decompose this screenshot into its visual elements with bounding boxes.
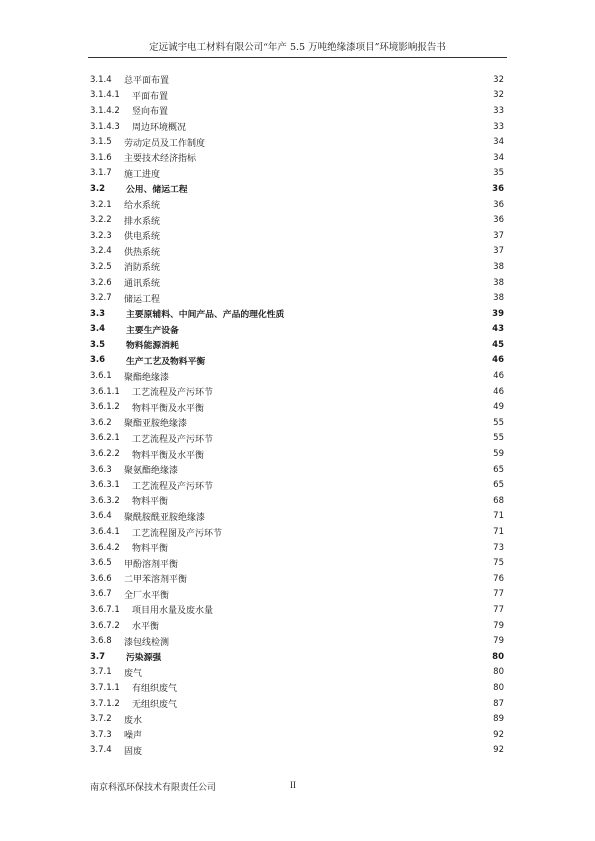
toc-entry-title: 平面布置 <box>132 91 169 102</box>
toc-dot-leader <box>172 90 491 100</box>
toc-entry[interactable] <box>90 696 504 712</box>
toc-dot-leader <box>164 278 491 288</box>
toc-entry-page: 77 <box>493 589 504 600</box>
toc-entry-page: 32 <box>493 90 504 101</box>
toc-dot-leader <box>172 106 491 116</box>
toc-entry-title: 劳动定员及工作制度 <box>124 138 206 149</box>
toc-entry-number: 3.6.4.2 <box>90 542 120 553</box>
toc-entry-page: 89 <box>493 714 504 725</box>
toc-entry[interactable] <box>90 322 504 338</box>
toc-entry[interactable] <box>90 259 504 275</box>
toc-dot-leader <box>146 745 491 755</box>
toc-dot-leader <box>191 574 491 584</box>
running-header: 定远诚宇电工材料有限公司“年产 5.5 万吨绝缘漆项目”环境影响报告书 <box>149 42 446 53</box>
toc-entry-number: 3.6.1 <box>90 371 112 382</box>
toc-entry[interactable] <box>90 633 504 649</box>
toc-entry-title: 物料平衡 <box>132 497 169 508</box>
toc-entry-title: 聚酰胺酰亚胺绝缘漆 <box>124 512 206 523</box>
toc-entry[interactable] <box>90 727 504 743</box>
toc-entry[interactable] <box>90 306 504 322</box>
toc-entry-title: 聚氨酯绝缘漆 <box>124 466 179 477</box>
toc-entry-page: 77 <box>493 604 504 615</box>
toc-dot-leader <box>146 730 491 740</box>
toc-entry-page: 76 <box>493 573 504 584</box>
toc-entry-page: 37 <box>493 230 504 241</box>
toc-entry[interactable] <box>90 103 504 119</box>
toc-dot-leader <box>181 683 491 693</box>
toc-dot-leader <box>173 75 491 85</box>
footer-company: 南京科泓环保技术有限责任公司 <box>90 783 217 793</box>
toc-entry[interactable] <box>90 524 504 540</box>
toc-entry-title: 通讯系统 <box>124 279 161 290</box>
toc-entry-page: 73 <box>493 542 504 553</box>
toc-entry-number: 3.1.6 <box>90 152 112 163</box>
toc-entry[interactable] <box>90 555 504 571</box>
toc-entry-number: 3.6.4.1 <box>90 527 120 538</box>
toc-entry-number: 3.7.1.1 <box>90 682 120 693</box>
toc-entry-number: 3.6.4 <box>90 511 112 522</box>
toc-dot-leader <box>191 418 491 428</box>
toc-entry-number: 3.6.1.2 <box>90 402 120 413</box>
toc-entry-page: 79 <box>493 636 504 647</box>
toc-entry-title: 聚酯亚胺绝缘漆 <box>124 419 188 430</box>
toc-entry-title: 周边环境概况 <box>132 123 187 134</box>
toc-dot-leader <box>183 340 490 350</box>
toc-entry-number: 3.7 <box>90 651 106 662</box>
toc-dot-leader <box>209 355 490 365</box>
toc-entry-title: 物料平衡及水平衡 <box>132 450 205 461</box>
toc-entry-title: 给水系统 <box>124 201 161 212</box>
toc-entry-title: 废气 <box>124 668 143 679</box>
toc-entry-page: 87 <box>493 698 504 709</box>
toc-entry[interactable] <box>90 540 504 556</box>
toc-entry[interactable] <box>90 244 504 260</box>
toc-entry-title: 总平面布置 <box>124 76 170 87</box>
toc-entry-page: 34 <box>493 137 504 148</box>
toc-entry-title: 甲酚溶剂平衡 <box>124 559 179 570</box>
toc-entry-page: 80 <box>493 682 504 693</box>
toc-entry-title: 漆包线检测 <box>124 637 170 648</box>
toc-dot-leader <box>183 324 490 334</box>
toc-entry-title: 供热系统 <box>124 247 161 258</box>
toc-entry-number: 3.7.1.2 <box>90 698 120 709</box>
toc-entry[interactable] <box>90 337 504 353</box>
toc-entry-number: 3.1.4.3 <box>90 121 120 132</box>
toc-entry[interactable] <box>90 119 504 135</box>
toc-entry-title: 工艺流程及产污环节 <box>132 388 214 399</box>
toc-dot-leader <box>164 200 491 210</box>
toc-entry-number: 3.6.6 <box>90 573 112 584</box>
toc-dot-leader <box>164 262 491 272</box>
toc-entry[interactable] <box>90 602 504 618</box>
toc-entry-number: 3.4 <box>90 324 106 335</box>
footer-page-number: II <box>290 780 296 790</box>
toc-entry-number: 3.2.3 <box>90 230 112 241</box>
toc-entry-title: 主要生产设备 <box>126 325 179 336</box>
toc-entry[interactable] <box>90 353 504 369</box>
toc-entry-title: 固废 <box>124 746 143 757</box>
toc-entry-number: 3.1.4 <box>90 74 112 85</box>
toc-entry-page: 59 <box>493 449 504 460</box>
toc-entry-page: 35 <box>493 168 504 179</box>
toc-entry-page: 46 <box>493 386 504 397</box>
toc-dot-leader <box>164 168 491 178</box>
toc-entry[interactable] <box>90 368 504 384</box>
toc-entry-page: 68 <box>493 495 504 506</box>
toc-entry-page: 46 <box>493 371 504 382</box>
toc-entry[interactable] <box>90 618 504 634</box>
toc-entry-number: 3.6.8 <box>90 636 112 647</box>
toc-entry-number: 3.2.5 <box>90 261 112 272</box>
toc-entry[interactable] <box>90 665 504 681</box>
toc-entry-title: 主要原辅料、中间产品、产品的理化性质 <box>126 310 285 321</box>
toc-entry-number: 3.6.7.2 <box>90 620 120 631</box>
toc-entry-number: 3.2.1 <box>90 199 112 210</box>
toc-entry-page: 34 <box>493 152 504 163</box>
toc-dot-leader <box>164 215 491 225</box>
toc-entry[interactable] <box>90 415 504 431</box>
toc-dot-leader <box>172 543 491 553</box>
toc-dot-leader <box>182 465 491 475</box>
toc-entry-number: 3.6.3.2 <box>90 495 120 506</box>
toc-entry-number: 3.2.7 <box>90 293 112 304</box>
toc-entry-page: 36 <box>493 215 504 226</box>
toc-entry-title: 生产工艺及物料平衡 <box>126 356 206 367</box>
toc-entry-number: 3.6.2.2 <box>90 449 120 460</box>
toc-entry-page: 33 <box>493 105 504 116</box>
toc-entry-number: 3.3 <box>90 308 106 319</box>
toc-entry-title: 废水 <box>124 715 143 726</box>
toc-entry-title: 二甲苯溶剂平衡 <box>124 575 188 586</box>
toc-entry-title: 排水系统 <box>124 216 161 227</box>
toc-entry-number: 3.6.3 <box>90 464 112 475</box>
toc-entry-page: 65 <box>493 480 504 491</box>
toc-entry-page: 92 <box>493 729 504 740</box>
toc-entry[interactable] <box>90 88 504 104</box>
toc-entry-page: 32 <box>493 74 504 85</box>
toc-entry-page: 38 <box>493 261 504 272</box>
toc-entry-title: 工艺流程及产污环节 <box>132 481 214 492</box>
toc-entry-number: 3.6 <box>90 355 106 366</box>
toc-entry-number: 3.1.7 <box>90 168 112 179</box>
toc-dot-leader <box>209 137 491 147</box>
toc-entry-page: 79 <box>493 620 504 631</box>
toc-entry[interactable] <box>90 431 504 447</box>
toc-entry-page: 55 <box>493 417 504 428</box>
toc-entry-page: 65 <box>493 464 504 475</box>
toc-dot-leader <box>146 714 491 724</box>
toc-entry-number: 3.6.7.1 <box>90 604 120 615</box>
toc-entry-page: 45 <box>492 339 504 350</box>
toc-dot-leader <box>146 667 491 677</box>
toc-entry-number: 3.2.2 <box>90 215 112 226</box>
toc-dot-leader <box>217 387 491 397</box>
toc-entry[interactable] <box>90 711 504 727</box>
toc-entry-page: 71 <box>493 511 504 522</box>
toc-entry[interactable] <box>90 290 504 306</box>
toc-entry[interactable] <box>90 509 504 525</box>
toc-entry[interactable] <box>90 72 504 88</box>
toc-entry[interactable] <box>90 399 504 415</box>
toc-entry[interactable] <box>90 587 504 603</box>
toc-entry-page: 71 <box>493 527 504 538</box>
toc-entry-page: 80 <box>493 667 504 678</box>
toc-entry[interactable] <box>90 181 504 197</box>
toc-entry-page: 75 <box>493 558 504 569</box>
table-of-contents <box>90 72 504 758</box>
toc-entry-number: 3.7.4 <box>90 745 112 756</box>
header-divider <box>88 57 507 58</box>
toc-dot-leader <box>190 122 491 132</box>
toc-dot-leader <box>217 480 491 490</box>
toc-entry-title: 储运工程 <box>124 294 161 305</box>
toc-entry[interactable] <box>90 462 504 478</box>
toc-entry-title: 主要技术经济指标 <box>124 154 197 165</box>
toc-entry-page: 55 <box>493 433 504 444</box>
toc-entry-number: 3.2.6 <box>90 277 112 288</box>
toc-entry[interactable] <box>90 571 504 587</box>
toc-entry[interactable] <box>90 134 504 150</box>
toc-entry[interactable] <box>90 680 504 696</box>
toc-entry-title: 施工进度 <box>124 169 161 180</box>
toc-entry[interactable] <box>90 384 504 400</box>
toc-dot-leader <box>217 605 491 615</box>
toc-dot-leader <box>173 636 491 646</box>
toc-entry-title: 聚酯绝缘漆 <box>124 372 170 383</box>
toc-entry-title: 物料能源消耗 <box>126 341 179 352</box>
toc-dot-leader <box>164 246 491 256</box>
toc-entry-page: 39 <box>492 308 504 319</box>
toc-entry-page: 80 <box>492 651 504 662</box>
toc-entry-number: 3.7.1 <box>90 667 112 678</box>
toc-dot-leader <box>288 309 490 319</box>
toc-entry-page: 43 <box>492 324 504 335</box>
toc-entry[interactable] <box>90 446 504 462</box>
toc-entry-number: 3.2 <box>90 183 106 194</box>
toc-entry-title: 全厂水平衡 <box>124 590 170 601</box>
toc-entry-title: 无组织废气 <box>132 700 178 711</box>
toc-entry-title: 噪声 <box>124 731 143 742</box>
toc-entry[interactable] <box>90 493 504 509</box>
toc-dot-leader <box>173 589 491 599</box>
toc-entry-number: 3.1.4.2 <box>90 105 120 116</box>
toc-entry-number: 3.6.5 <box>90 558 112 569</box>
toc-entry-title: 有组织废气 <box>132 684 178 695</box>
toc-entry[interactable] <box>90 477 504 493</box>
toc-entry-title: 工艺流程图及产污环节 <box>132 528 223 539</box>
toc-entry[interactable] <box>90 197 504 213</box>
toc-entry-page: 46 <box>492 355 504 366</box>
toc-entry-page: 33 <box>493 121 504 132</box>
toc-entry-number: 3.7.3 <box>90 729 112 740</box>
toc-entry-page: 38 <box>493 277 504 288</box>
toc-entry-number: 3.6.2 <box>90 417 112 428</box>
toc-dot-leader <box>164 231 491 241</box>
toc-entry-page: 36 <box>492 183 504 194</box>
toc-entry-title: 污染源强 <box>126 653 162 664</box>
toc-dot-leader <box>173 371 491 381</box>
toc-entry-title: 消防系统 <box>124 263 161 274</box>
toc-entry-number: 3.2.4 <box>90 246 112 257</box>
toc-dot-leader <box>209 511 491 521</box>
toc-entry-title: 竖向布置 <box>132 107 169 118</box>
toc-dot-leader <box>217 433 491 443</box>
toc-entry-title: 项目用水量及废水量 <box>132 606 214 617</box>
toc-entry[interactable] <box>90 166 504 182</box>
toc-entry-page: 37 <box>493 246 504 257</box>
toc-dot-leader <box>172 496 491 506</box>
toc-dot-leader <box>208 402 491 412</box>
toc-entry-page: 49 <box>493 402 504 413</box>
toc-dot-leader <box>164 293 491 303</box>
toc-dot-leader <box>200 153 491 163</box>
toc-entry-title: 物料平衡及水平衡 <box>132 403 205 414</box>
toc-entry[interactable] <box>90 228 504 244</box>
toc-dot-leader <box>226 527 491 537</box>
toc-entry[interactable] <box>90 275 504 291</box>
toc-entry-title: 供电系统 <box>124 232 161 243</box>
toc-dot-leader <box>182 558 491 568</box>
toc-entry-number: 3.1.4.1 <box>90 90 120 101</box>
toc-entry-title: 工艺流程及产污环节 <box>132 434 214 445</box>
toc-entry-number: 3.6.3.1 <box>90 480 120 491</box>
toc-entry[interactable] <box>90 649 504 665</box>
toc-entry-number: 3.6.7 <box>90 589 112 600</box>
toc-dot-leader <box>165 652 490 662</box>
toc-dot-leader <box>208 449 491 459</box>
toc-entry-number: 3.1.5 <box>90 137 112 148</box>
toc-entry-page: 36 <box>493 199 504 210</box>
toc-entry-number: 3.6.1.1 <box>90 386 120 397</box>
toc-entry-title: 公用、储运工程 <box>126 185 188 196</box>
toc-dot-leader <box>163 621 491 631</box>
toc-entry[interactable] <box>90 743 504 759</box>
toc-dot-leader <box>192 184 491 194</box>
toc-dot-leader <box>181 699 491 709</box>
toc-entry-number: 3.7.2 <box>90 714 112 725</box>
toc-entry-page: 38 <box>493 293 504 304</box>
toc-entry[interactable] <box>90 212 504 228</box>
toc-entry[interactable] <box>90 150 504 166</box>
toc-entry-number: 3.6.2.1 <box>90 433 120 444</box>
toc-entry-page: 92 <box>493 745 504 756</box>
toc-entry-title: 水平衡 <box>132 622 160 633</box>
toc-entry-title: 物料平衡 <box>132 544 169 555</box>
toc-entry-number: 3.5 <box>90 339 106 350</box>
